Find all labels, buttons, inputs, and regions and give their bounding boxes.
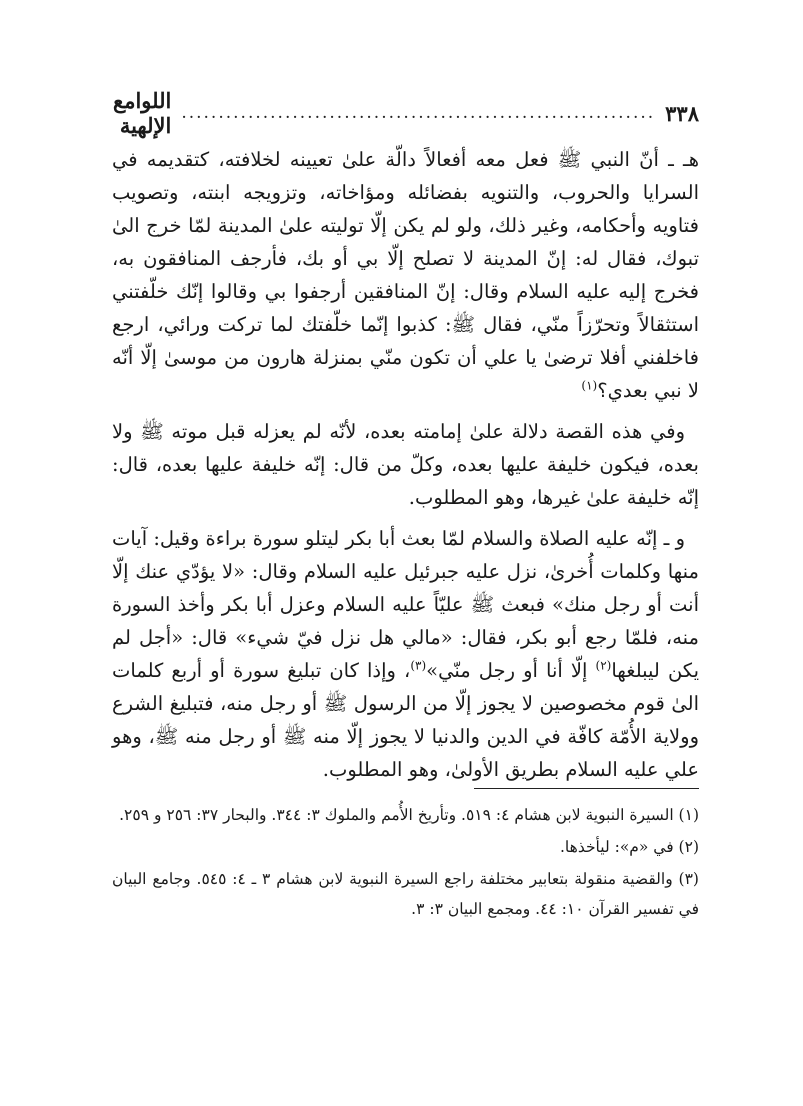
paragraph-3-part-a: و ـ إنّه عليه الصلاة والسلام لمّا بعث أبا بكر ليتلو سورة براءة وقيل: آيات منها وكلمات أُخرىٰ، نزل عليه جبرئيل عليه السلام وقال: «لا يؤدّي عنك إلّا أنت أو رجل منك» فبعث ﷺ عليّاً عليه السلام وعزل أبا بكر وأخذ السورة منه، فلمّا رجع أبو بكر، فقال: «مالي هل نزل فيّ شيء» قال: «أجل لم يكن ليبلغها [112, 527, 699, 682]
paragraph-3-part-c: ، وإذا كان تبليغ سورة أو أربع كلمات الىٰ قوم مخصوصين لا يجوز إلّا من الرسول ﷺ أو رجل منه، فتبليغ الشرع وولاية الأُمّة كافّة في الدين والدنيا لا يجوز إلّا منه ﷺ أو رجل منه ﷺ، وهو علي عليه السلام بطريق الأولىٰ، وهو المطلوب. [112, 659, 699, 781]
footnote-3: (٣) والقضية منقولة بتعابير مختلفة راجع السيرة النبوية لابن هشام ٣ ـ ٤: ٥٤٥. وجامع البيان في تفسير القرآن ١٠: ٤٤. ومجمع البيان ٣: ٣. [112, 870, 699, 918]
paragraph-3 [112, 522, 699, 786]
footnotes [112, 800, 699, 926]
footnote-separator [474, 788, 699, 789]
page-header [112, 88, 699, 138]
main-text [112, 143, 699, 794]
page-number: ٣٣٨ [665, 100, 699, 126]
paragraph-2: وفي هذه القصة دلالة علىٰ إمامته بعده، لأنّه لم يعزله قبل موته ﷺ ولا بعده، فيكون خليفة عليها بعده، وكلّ من قال: إنّه خليفة عليها بعده، قال: إنّه خليفة علىٰ غيرها، وهو المطلوب. [112, 420, 699, 509]
paragraph-3-part-b: إلّا أنا أو رجل منّي» [426, 659, 596, 682]
footnote-ref-2: (٢) [595, 658, 612, 673]
paragraph-1 [112, 143, 699, 407]
paragraph-1-text: هـ ـ أنّ النبي ﷺ فعل معه أفعالاً دالّة علىٰ تعيينه لخلافته، كتقديمه في السرايا والحروب، والتنويه بفضائله ومؤاخاته، وتزويجه ابنته، وتصويب فتاويه وأحكامه، وغير ذلك، ولو لم يكن إلّا توليته علىٰ المدينة لمّا خرج الىٰ تبوك، فقال له: إنّ المدينة لا تصلح إلّا بي أو بك، فأرجف المنافقون به، فخرج إليه عليه السلام وقال: إنّ المنافقين أرجفوا بي وقالوا إنّك خلّفتني استثقالاً وتحرّزاً منّي، فقال ﷺ: كذبوا إنّما خلّفتك لما تركت ورائي، ارجع فاخلفني أفلا ترضىٰ يا علي أن تكون منّي بمنزلة هارون من موسىٰ إلّا أنّه لا نبي بعدي؟ [112, 148, 699, 402]
footnote-ref-3: (٣) [410, 658, 427, 673]
running-title: اللوامع الإلهية [113, 88, 172, 138]
header-dot-leader: ................................................................ [181, 103, 656, 123]
footnote-1: (١) السيرة النبوية لابن هشام ٤: ٥١٩. وتأريخ الأُمم والملوك ٣: ٣٤٤. والبحار ٣٧: ٢٥٦ و ٢٥٩. [119, 806, 699, 824]
footnote-2: (٢) في «م»: ليأخذها. [560, 838, 699, 856]
footnote-ref-1: (١) [581, 378, 598, 393]
